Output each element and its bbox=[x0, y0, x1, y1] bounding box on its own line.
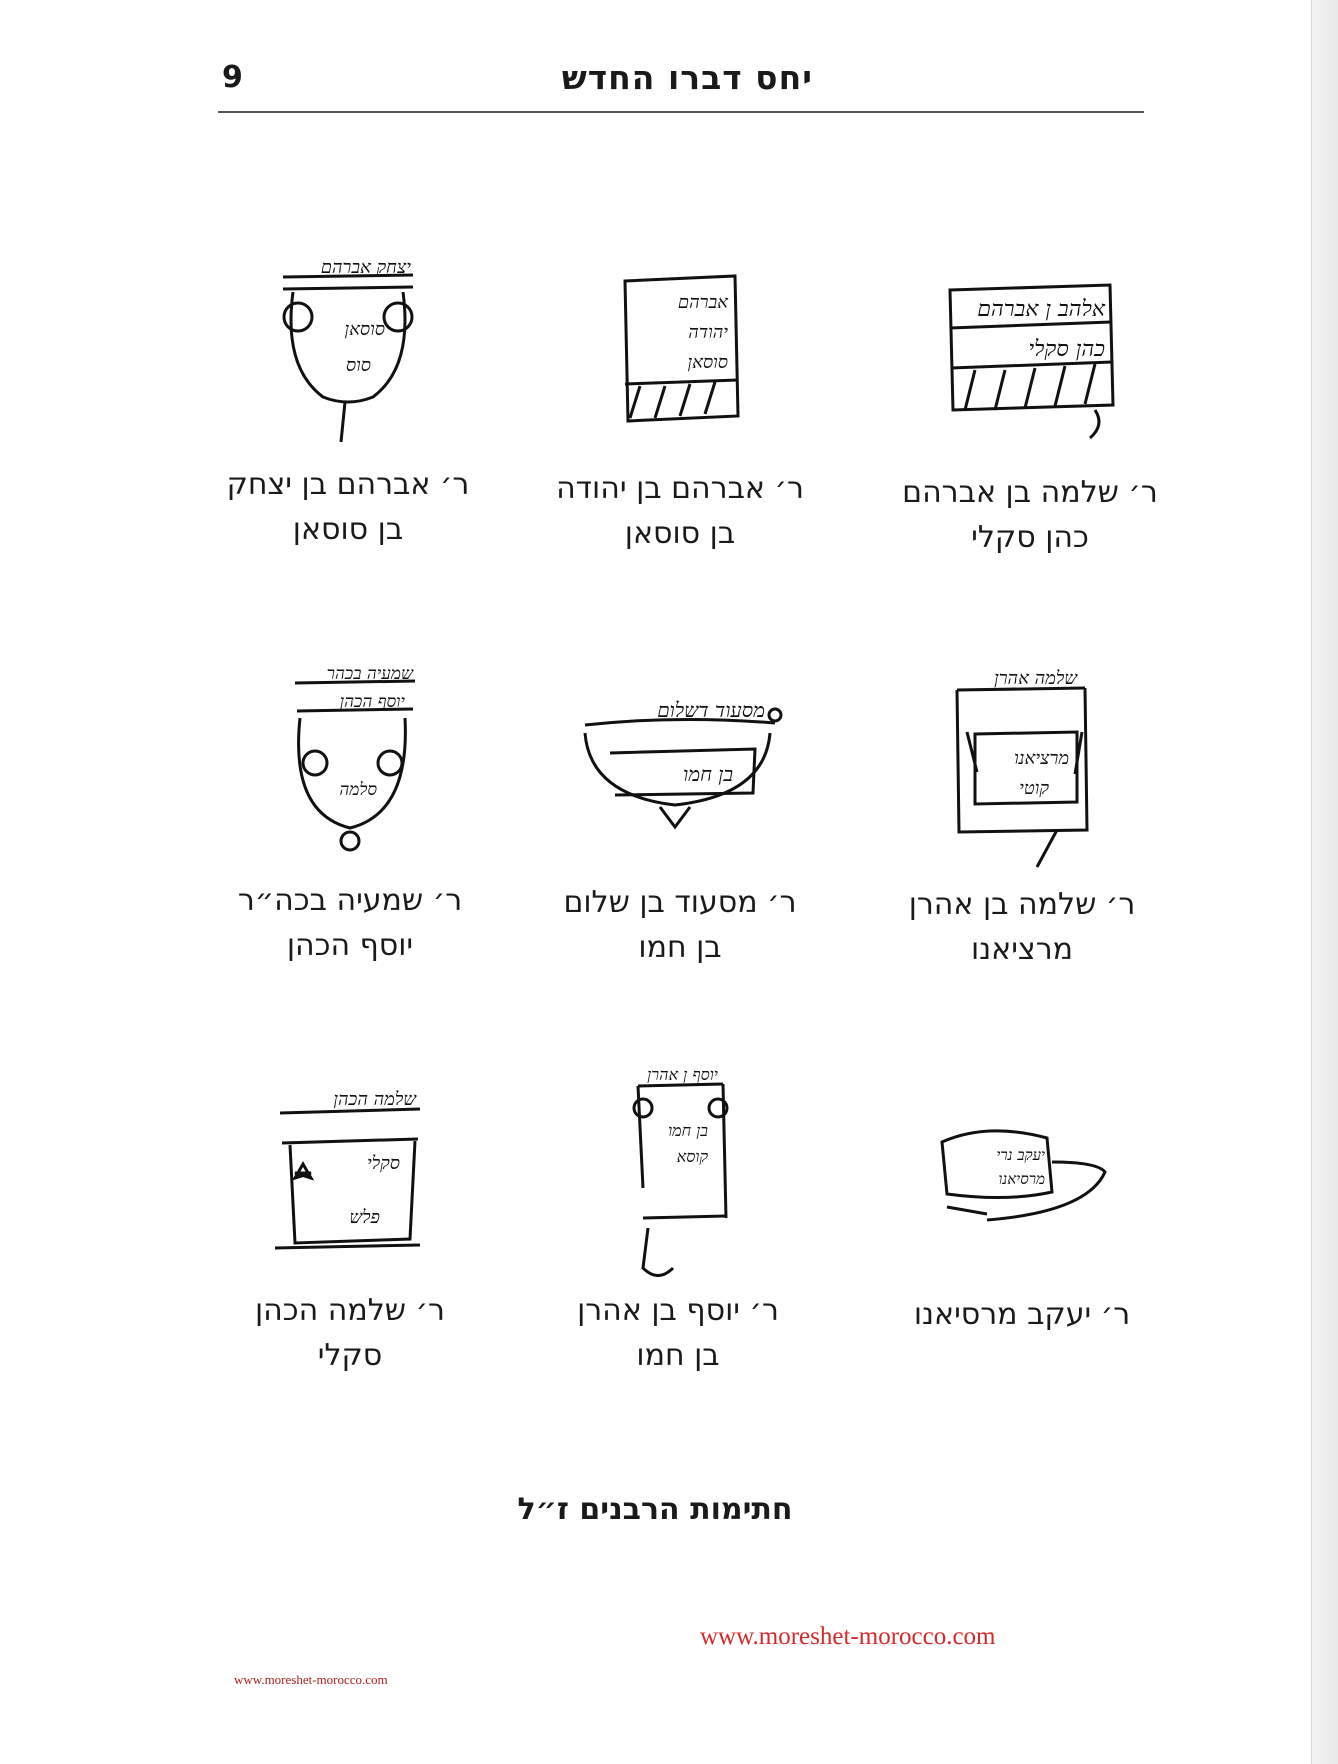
page-edge bbox=[1311, 0, 1338, 1764]
svg-text:שמעיה בכהר: שמעיה בכהר bbox=[326, 664, 413, 684]
signature-name-line2: בן סוסאן bbox=[292, 512, 404, 547]
watermark-link: www.moreshet-morocco.com bbox=[700, 1623, 996, 1650]
signature-name-line2: בן חמו bbox=[638, 930, 722, 965]
signature-name-line1: ר׳ שלמה בן אברהם bbox=[902, 475, 1158, 510]
svg-text:מרסיאנו: מרסיאנו bbox=[998, 1170, 1045, 1188]
signature-name-line1: ר׳ יעקב מרסיאנו bbox=[913, 1297, 1131, 1332]
stamp-glyphs: אלהב ן אברהם bbox=[977, 297, 1105, 322]
signature-cell bbox=[872, 1062, 1172, 1337]
svg-text:יעקב נרי: יעקב נרי bbox=[996, 1146, 1045, 1164]
svg-text:אברהם: אברהם bbox=[677, 292, 728, 313]
signature-stamp-image bbox=[530, 650, 830, 880]
signature-stamp-image bbox=[200, 648, 500, 878]
signature-name-line1: ר׳ שלמה בן אהרן bbox=[908, 887, 1136, 922]
watermark-small: www.moreshet-morocco.com bbox=[234, 1672, 388, 1687]
svg-text:יהודה: יהודה bbox=[688, 322, 728, 343]
signature-cell bbox=[872, 652, 1172, 972]
signature-cell bbox=[530, 236, 830, 556]
svg-text:מסעוד דשלום: מסעוד דשלום bbox=[657, 698, 765, 722]
svg-text:קוסא: קוסא bbox=[676, 1147, 708, 1166]
signature-stamp-image bbox=[530, 236, 830, 466]
svg-text:בן חמו: בן חמו bbox=[683, 762, 733, 786]
signature-cell bbox=[200, 648, 500, 968]
svg-text:שלמה אהרן: שלמה אהרן bbox=[994, 668, 1077, 689]
signature-cell bbox=[880, 240, 1180, 560]
signature-name-line1: ר׳ שמעיה בכה״ר bbox=[237, 883, 463, 918]
signature-name-line1: ר׳ אברהם בן יצחק bbox=[226, 467, 470, 502]
signature-stamp-image bbox=[872, 652, 1172, 882]
figure-caption: חתימות הרבנים ז״ל bbox=[517, 1492, 793, 1527]
svg-text:סקלי: סקלי bbox=[366, 1153, 400, 1174]
signature-name-line2: בן סוסאן bbox=[624, 516, 736, 551]
signature-stamp-image bbox=[528, 1058, 828, 1288]
svg-text:יוסף ן אהרן: יוסף ן אהרן bbox=[647, 1065, 718, 1084]
svg-text:בן חמו: בן חמו bbox=[668, 1121, 708, 1140]
svg-text:סוסאן: סוסאן bbox=[344, 319, 385, 340]
signature-stamp-image bbox=[880, 240, 1180, 470]
svg-text:סוס: סוס bbox=[345, 355, 371, 376]
page-number: 9 bbox=[222, 60, 243, 95]
signature-name-line1: ר׳ שלמה הכהן bbox=[255, 1293, 445, 1328]
signature-name-line2: בן חמו bbox=[636, 1338, 720, 1373]
signature-stamp-image bbox=[872, 1062, 1172, 1292]
signature-name-line1: ר׳ מסעוד בן שלום bbox=[563, 885, 797, 920]
signature-cell bbox=[530, 650, 830, 970]
svg-text:שלמה הכהן: שלמה הכהן bbox=[333, 1089, 416, 1110]
header-rule bbox=[218, 111, 1144, 113]
signature-cell bbox=[200, 1058, 500, 1378]
signature-name-line2: יוסף הכהן bbox=[286, 928, 414, 963]
signature-stamp-image bbox=[198, 232, 498, 462]
signature-name-line2: סקלי bbox=[317, 1338, 383, 1373]
svg-text:קוטי: קוטי bbox=[1019, 778, 1049, 799]
svg-text:פלש: פלש bbox=[349, 1207, 380, 1228]
svg-text:כהן סקלי: כהן סקלי bbox=[1028, 337, 1105, 362]
signature-name-line2: מרציאנו bbox=[970, 932, 1074, 967]
signature-cell bbox=[528, 1058, 828, 1378]
svg-text:יצחק אברהם: יצחק אברהם bbox=[320, 257, 411, 278]
svg-text:יוסף הכהן: יוסף הכהן bbox=[339, 692, 405, 712]
svg-text:סוסאן: סוסאן bbox=[687, 352, 728, 373]
signature-name-line2: כהן סקלי bbox=[971, 520, 1089, 555]
signature-stamp-image bbox=[200, 1058, 500, 1288]
signature-name-line1: ר׳ יוסף בן אהרן bbox=[577, 1293, 779, 1328]
running-title: יחס דברו החדש bbox=[561, 58, 813, 97]
signature-name-line1: ר׳ אברהם בן יהודה bbox=[556, 471, 804, 506]
svg-text:סלמה: סלמה bbox=[339, 780, 377, 800]
signature-cell bbox=[198, 232, 498, 552]
svg-text:מרציאנו: מרציאנו bbox=[1014, 748, 1069, 769]
